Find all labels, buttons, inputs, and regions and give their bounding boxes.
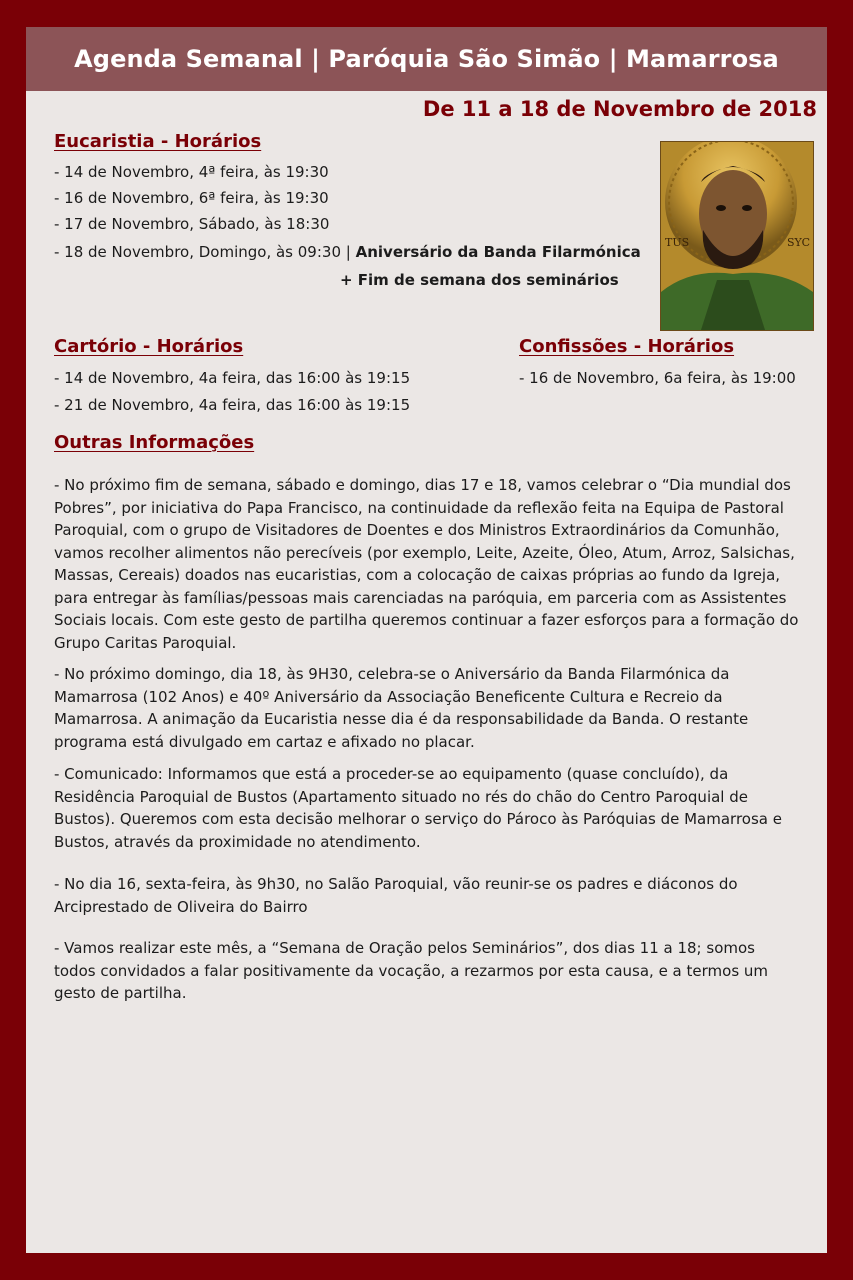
eucaristia-item-text: - 18 de Novembro, Domingo, às 09:30 |	[54, 243, 351, 261]
cartorio-title: Cartório - Horários	[54, 336, 244, 357]
banda-highlight: Aniversário da Banda Filarmónica	[355, 243, 641, 261]
outras-title: Outras Informações	[54, 432, 255, 453]
svg-text:TUS: TUS	[665, 236, 690, 249]
eucaristia-item: - 14 de Novembro, 4ª feira, às 19:30	[54, 163, 329, 181]
info-paragraph: - No dia 16, sexta-feira, às 9h30, no Salão Paroquial, vão reunir-se os padres e diáconos do Arciprestado de Oliveira do Bairro	[54, 875, 738, 916]
info-paragraph: - Vamos realizar este mês, a “Semana de Oração pelos Seminários”, dos dias 11 a 18; somos todos convidados a falar positivamente da vocação, a rezarmos por esta causa, e a termos um gesto de partilha.	[54, 939, 769, 1002]
bulletin-page	[26, 27, 827, 1253]
svg-text:SYC: SYC	[787, 236, 811, 249]
info-paragraph: - Comunicado: Informamos que está a proceder-se ao equipamento (quase concluído), da Residência Paroquial de Bustos (Apartamento situado no rés do chão do Centro Paroquial de Bustos). Queremos com esta decisão melhorar o serviço do Pároco às Paróquias de Mamarrosa e Bustos, através da proximidade no atendimento.	[54, 765, 782, 851]
eucaristia-title: Eucaristia - Horários	[54, 131, 262, 152]
page-title: Agenda Semanal | Paróquia São Simão | Mamarrosa	[26, 27, 827, 91]
eucaristia-item	[54, 243, 641, 261]
date-range: De 11 a 18 de Novembro de 2018	[422, 97, 817, 121]
confissoes-title: Confissões - Horários	[519, 336, 735, 357]
eucaristia-item: - 16 de Novembro, 6ª feira, às 19:30	[54, 189, 329, 207]
seminarios-highlight	[340, 271, 619, 289]
cartorio-item: - 21 de Novembro, 4a feira, das 16:00 às 19:15	[54, 396, 411, 414]
seminarios-highlight-text: + Fim de semana dos seminários	[340, 271, 619, 289]
info-paragraph: - No próximo fim de semana, sábado e domingo, dias 17 e 18, vamos celebrar o “Dia mundial dos Pobres”, por iniciativa do Papa Francisco, na continuidade da reflexão feita na Equipa de Pastoral Paroquial, com o grupo de Visitadores de Doentes e dos Ministros Extraordinários da Comunhão, vamos recolher alimentos não perecíveis (por exemplo, Leite, Azeite, Óleo, Atum, Arroz, Salsichas, Massas, Cereais) doados nas eucaristias, com a colocação de caixas próprias ao fundo da Igreja, para entregar às famílias/pessoas mais carenciadas na paróquia, em parceria com as Assistentes Sociais locais. Com este gesto de partilha queremos continuar a fazer esforços para a formação do Grupo Caritas Paroquial.	[54, 476, 799, 652]
saint-simon-portrait-icon	[660, 141, 814, 331]
confissoes-item: - 16 de Novembro, 6a feira, às 19:00	[519, 369, 796, 387]
info-paragraph: - No próximo domingo, dia 18, às 9H30, celebra-se o Aniversário da Banda Filarmónica da Mamarrosa (102 Anos) e 40º Aniversário da Associação Beneficente Cultura e Recreio da Mamarrosa. A animação da Eucaristia nesse dia é da responsabilidade da Banda. O restante programa está divulgado em cartaz e afixado no placar.	[54, 665, 749, 751]
eucaristia-item: - 17 de Novembro, Sábado, às 18:30	[54, 215, 330, 233]
cartorio-item: - 14 de Novembro, 4a feira, das 16:00 às 19:15	[54, 369, 411, 387]
